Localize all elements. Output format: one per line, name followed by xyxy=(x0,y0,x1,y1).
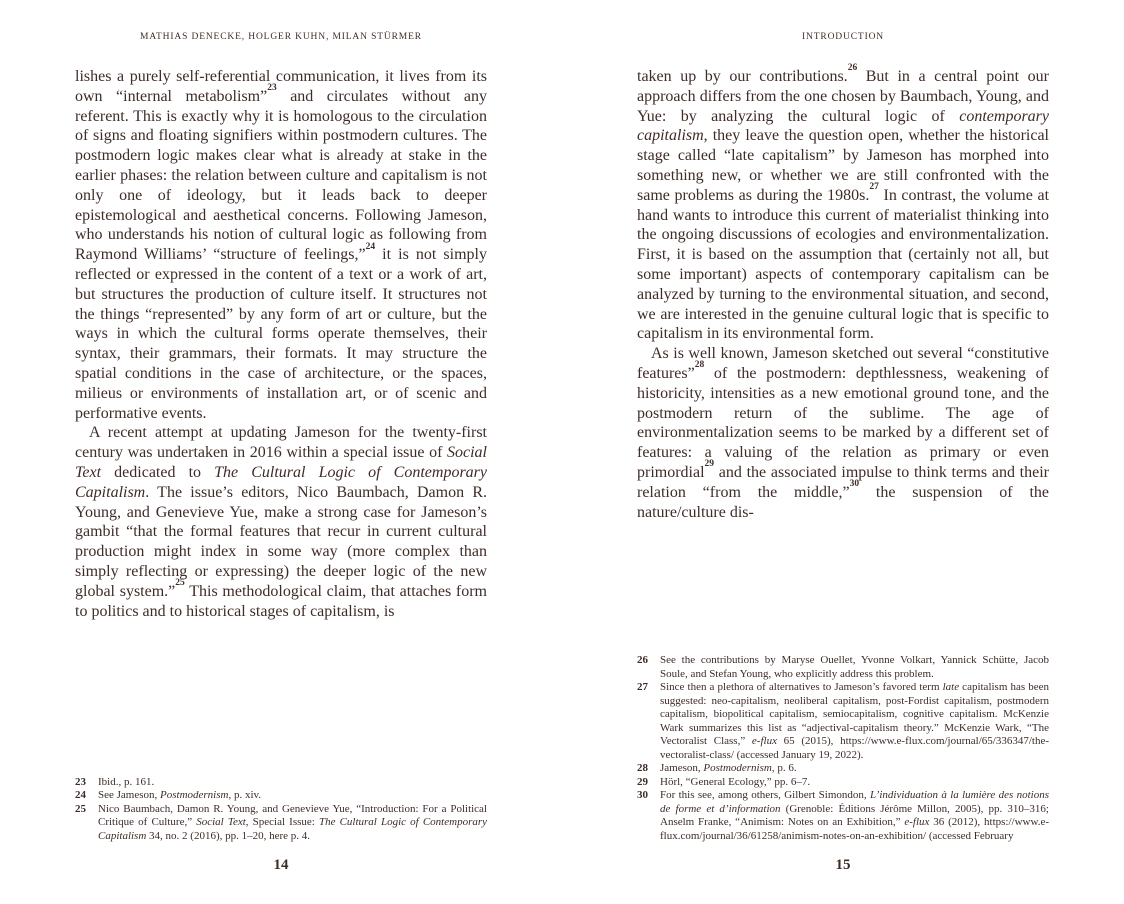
footnote-text: Hörl, “General Ecology,” pp. 6–7. xyxy=(660,775,811,788)
footnote-text: Jameson, Postmodernism, p. 6. xyxy=(660,762,797,774)
paragraph: taken up by our contributions.$^{26}$ But in a central point our approach differs from the one chosen by Baumbach, Young, and Yue: by analyzing the cultural logic of contemporary capitalism, they leave the question open, whether the historical stage called “late capitalism” by Jameson has morphed into something new, or whether we are still confronted with the same problems as during the 1980s.$^{27}$ In contrast, the volume at hand wants to introduce this current of materialist thinking into the ongoing discussions of ecologies and environmentalization. First, it is based on the assumption that (certainly not all, but some important) aspects of contemporary capitalism can be analyzed by turning to the environmental situation, and second, we are interested in the genuine cultural logic that is specific to capitalism in its environmental form. xyxy=(637,63,1050,343)
footnote-text: For this see, among others, Gilbert Simondon, L’individuation à la lumière des notions de forme et d’information (Grenoble: Éditions Jérôme Millon, 2005), pp. 310–316; Anselm Franke, “Animism: Notes on an Exhibition,” e-flux 36 (2012), https://www.e-flux.com/journal/36/61258/animism-notes-on-an-exhibition/ (accessed February xyxy=(660,789,1049,842)
body-text-left xyxy=(75,67,487,621)
footnote xyxy=(637,681,1049,762)
paragraph: As is well known, Jameson sketched out several “constitutive features”$^{28}$ of the postmodern: depthlessness, weakening of historicity, intensities as a new emotional ground tone, and the postmodern return of the sublime. The age of environmentalization seems to be marked by a different set of features: a valuing of the relation as primary or even primordial$^{29}$ and the associated impulse to think terms and their relation “from the middle,”$^{30}$ the suspension of the nature/culture dis- xyxy=(637,345,1049,521)
footnote-text: Since then a plethora of alternatives to Jameson’s favored term late capitalism has been suggested: neo-capitalism, neoliberal capitalism, post-Fordist capitalism, postmodern capitalism, biopolitical capitalism, semiocapitalism, cognitive capitalism. McKenzie Wark summarizes this list as “adjectival-capitalism theory.” McKenzie Wark, “The Vectoralist Class,” e-flux 65 (2015), https://www.e-flux.com/journal/65/336347/the-vectoralist-class/ (accessed January 19, 2022). xyxy=(660,681,1050,761)
footnote xyxy=(637,776,1049,790)
footnote-number: 29 xyxy=(637,775,648,788)
footnote-text: Nico Baumbach, Damon R. Young, and Genevieve Yue, “Introduction: For a Political Critique of Culture,” Social Text, Special Issue: The Cultural Logic of Contemporary Capitalism 34, no. 2 (2016), pp. 1–20, here p. 4. xyxy=(98,802,488,842)
footnote-number: 26 xyxy=(637,654,648,666)
footnote xyxy=(75,803,487,844)
running-head-authors: MATHIAS DENECKE, HOLGER KUHN, MILAN STÜRMER xyxy=(140,32,422,42)
footnote-text: See the contributions by Maryse Ouellet, Yvonne Volkart, Yannick Schütte, Jacob Soule, and Stefan Young, who explicitly address this problem. xyxy=(660,654,1049,680)
footnote-number: 24 xyxy=(75,789,86,801)
footnote-number: 30 xyxy=(637,789,648,801)
page-number-right: 15 xyxy=(835,857,851,873)
footnote-text: Ibid., p. 161. xyxy=(98,775,155,788)
page-number-left: 14 xyxy=(273,857,289,873)
footnote-number: 28 xyxy=(637,762,648,774)
running-head-chapter: INTRODUCTION xyxy=(801,32,885,42)
paragraph: lishes a purely self-referential communication, it lives from its own “internal metabolism”$^{23}$ and circulates without any referent. This is exactly why it is homologous to the circulation of signs and floating signifiers within postmodern cultures. The postmodern logic makes clear what is already at stake in the earlier phases: the relation between culture and capitalism is not only one of ideology, but it leads back to deeper epistemological and aesthetical concerns. Following Jameson, who understands his notion of cultural logic as following from Raymond Williams’ “structure of feelings,”$^{24}$ it is not simply reflected or expressed in the content of a text or a work of art, but structures the production of culture itself. It structures not the things “represented” by any form of art or culture, but the ways in which the cultural forms operate themselves, their syntax, their grammars, their formats. It may structure the spatial conditions in the case of architecture, or the spaces, milieus or environments of installation art, or of scenic and performative events. xyxy=(75,68,488,422)
footnote xyxy=(637,654,1049,681)
footnote-number: 27 xyxy=(637,681,648,693)
page-right xyxy=(562,0,1124,904)
footnote xyxy=(75,776,487,790)
footnotes-right xyxy=(637,654,1049,849)
footnote xyxy=(75,789,487,803)
footnote-number: 23 xyxy=(75,775,86,788)
paragraph: A recent attempt at updating Jameson for the twenty-first century was undertaken in 2016 within a special issue of Social Text dedicated to The Cultural Logic of Contemporary Capitalism. The issue’s editors, Nico Baumbach, Damon R. Young, and Genevieve Yue, make a strong case for Jameson’s gambit “that the formal features that recur in current cultural production might index in some way (more complex than simply reflecting or expressing) the deeper logic of the new global system.”$^{25}$ This methodological claim, that attaches form to politics and to historical stages of capitalism, is xyxy=(75,424,488,620)
footnote-text: See Jameson, Postmodernism, p. xiv. xyxy=(98,789,262,801)
footnotes-left xyxy=(75,776,487,850)
footnote xyxy=(637,789,1049,843)
footnote-number: 25 xyxy=(75,802,86,815)
footnote xyxy=(637,762,1049,776)
body-text-right xyxy=(637,63,1050,522)
